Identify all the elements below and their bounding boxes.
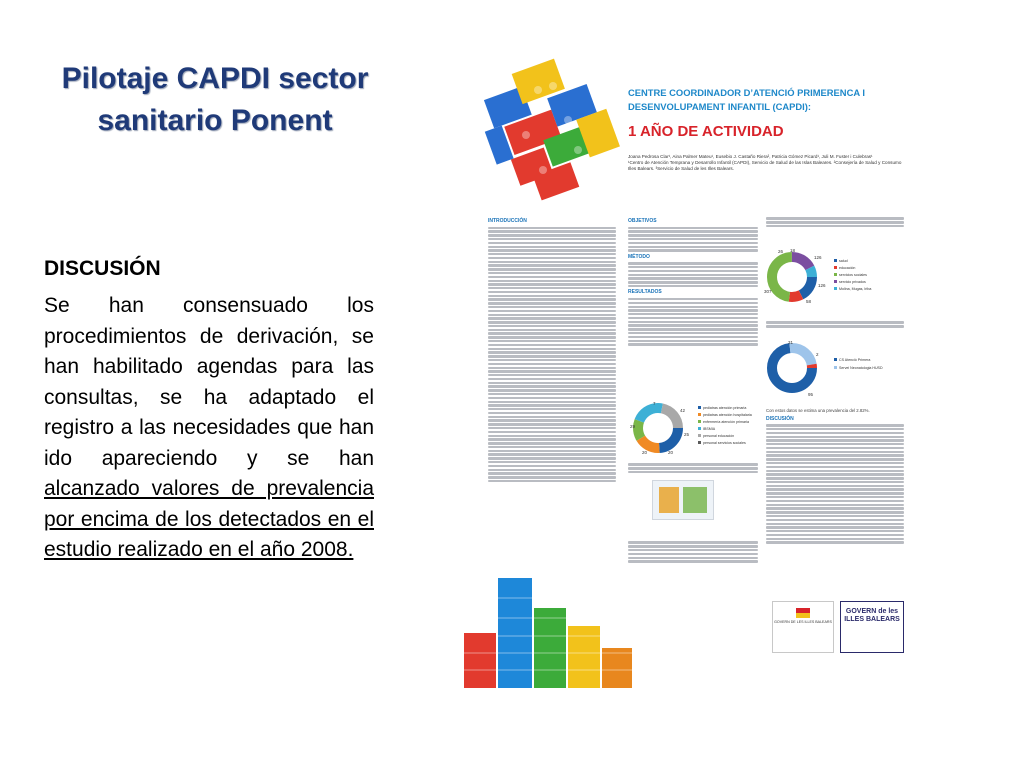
poster-intro-heading: INTRODUCCIÓN [488, 218, 527, 224]
pie1-label: 126 [818, 283, 826, 288]
pie1-label: 26 [778, 249, 784, 254]
pie2-label: 95 [808, 392, 814, 397]
poster-text-block [488, 227, 616, 483]
poster-subtitle: 1 AÑO DE ACTIVIDAD [628, 123, 784, 140]
poster-logo-right [840, 601, 904, 653]
svg-text:Molina, Mugas, Iriba: Molina, Mugas, Iriba [839, 287, 872, 291]
pie3-label: 20 [668, 450, 674, 455]
logo-left-text: GOVERN DE LES ILLES BALEARS [774, 620, 832, 624]
poster-results-heading: RESULTADOS [628, 289, 662, 296]
svg-text:pediatras atención hospitalari: pediatras atención hospitalaria [703, 413, 752, 417]
poster-column-3 [766, 216, 904, 229]
pie3-label: 29 [630, 424, 636, 429]
slide-title-line1: Pilotaje CAPDI sector [61, 62, 369, 95]
svg-text:personal educación: personal educación [703, 434, 735, 438]
poster-column-2-bottom [628, 540, 758, 564]
logo-right-text: GOVERN de les ILLES BALEARS [844, 608, 900, 623]
svg-text:servicio privados: servicio privados [839, 280, 866, 284]
pie2-label: 2 [816, 352, 819, 357]
poster-method-heading: MÉTODO [628, 253, 650, 260]
pie3-label: 42 [680, 408, 686, 413]
poster-donut-chart-1 [762, 243, 902, 313]
poster-title [628, 86, 908, 114]
slide-title [30, 58, 400, 142]
pie1-label: 58 [806, 299, 812, 304]
poster-objectives-heading: OBJETIVOS [628, 218, 657, 224]
poster-authors-names: Joana Pedrosa Clar¹, Aina Palmer Mateu¹, Eusebio J. Castaño Riera², Patricia Gómez Picard¹, Juli M. Fuster i Culebras¹ [628, 154, 873, 159]
poster-column-1 [488, 216, 616, 484]
poster-image [462, 48, 909, 688]
slide-title-line2: sanitario Ponent [97, 104, 333, 137]
poster-title-line1: CENTRE COORDINADOR D’ATENCIÓ PRIMERENCA I [628, 87, 865, 98]
poster-donut-chart-3 [628, 398, 758, 458]
svg-text:pediatras atención primaria: pediatras atención primaria [703, 406, 747, 410]
pie3-label: 7 [653, 401, 656, 406]
poster-column-2-lower [628, 462, 758, 475]
discussion-text-underlined: alcanzado valores de prevalencia por encima de los detectados en el estudio realizado en el año 2008. [44, 477, 374, 561]
svg-text:personal servicios sociales: personal servicios sociales [703, 441, 746, 445]
poster-donut-chart-2 [762, 338, 902, 400]
lego-stairs-illustration [464, 578, 634, 688]
poster-column-3-lower [766, 408, 904, 545]
poster-column-3-mid [766, 320, 904, 329]
pie3-label: 25 [684, 432, 690, 437]
svg-text:CS Atenció Primera: CS Atenció Primera [839, 358, 871, 362]
pie2-label: 31 [788, 340, 794, 345]
pie3-label: 20 [642, 450, 648, 455]
lego-bricks-top-illustration [478, 50, 628, 210]
poster-photo [652, 480, 714, 520]
svg-text:educación: educación [839, 266, 856, 270]
svg-text:servicios sociales: servicios sociales [839, 273, 867, 277]
pie1-label: 18 [790, 248, 796, 253]
discussion-text [44, 291, 374, 566]
pie1-label: 307 [764, 289, 772, 294]
poster-prevalence-text: Con estos datos se estima una prevalencia del 2.82%. [766, 408, 870, 413]
poster-logo-left [772, 601, 834, 653]
pie1-label: 126 [814, 255, 822, 260]
poster-title-line2: DESENVOLUPAMENT INFANTIL (CAPDI): [628, 101, 811, 112]
discussion-text-plain: Se han consensuado los procedimientos de derivación, se han habilitado agendas para las consultas, se ha adaptado el registro a las necesidades que han ido apareciendo y se han [44, 294, 374, 470]
poster-column-2 [628, 216, 758, 347]
poster-discussion-heading: DISCUSIÓN [766, 415, 794, 422]
poster-affiliations: ¹Centro de Atención Temprana y Desarrollo Infantil (CAPDI), Servicio de Salud de las Islas Baleares. ²Consejería de Salud y Consumo Illes Balears. ³Servicio de Salud de les Illes Balears. [628, 160, 902, 171]
svg-text:Servei Neonatologia HUSD: Servei Neonatologia HUSD [839, 366, 883, 370]
svg-text:enfermería atención primaria: enfermería atención primaria [703, 420, 749, 424]
svg-text:salud: salud [839, 259, 848, 263]
poster-authors [628, 154, 908, 172]
svg-text:IBSMIA: IBSMIA [703, 427, 716, 431]
discussion-heading: DISCUSIÓN [44, 257, 161, 280]
